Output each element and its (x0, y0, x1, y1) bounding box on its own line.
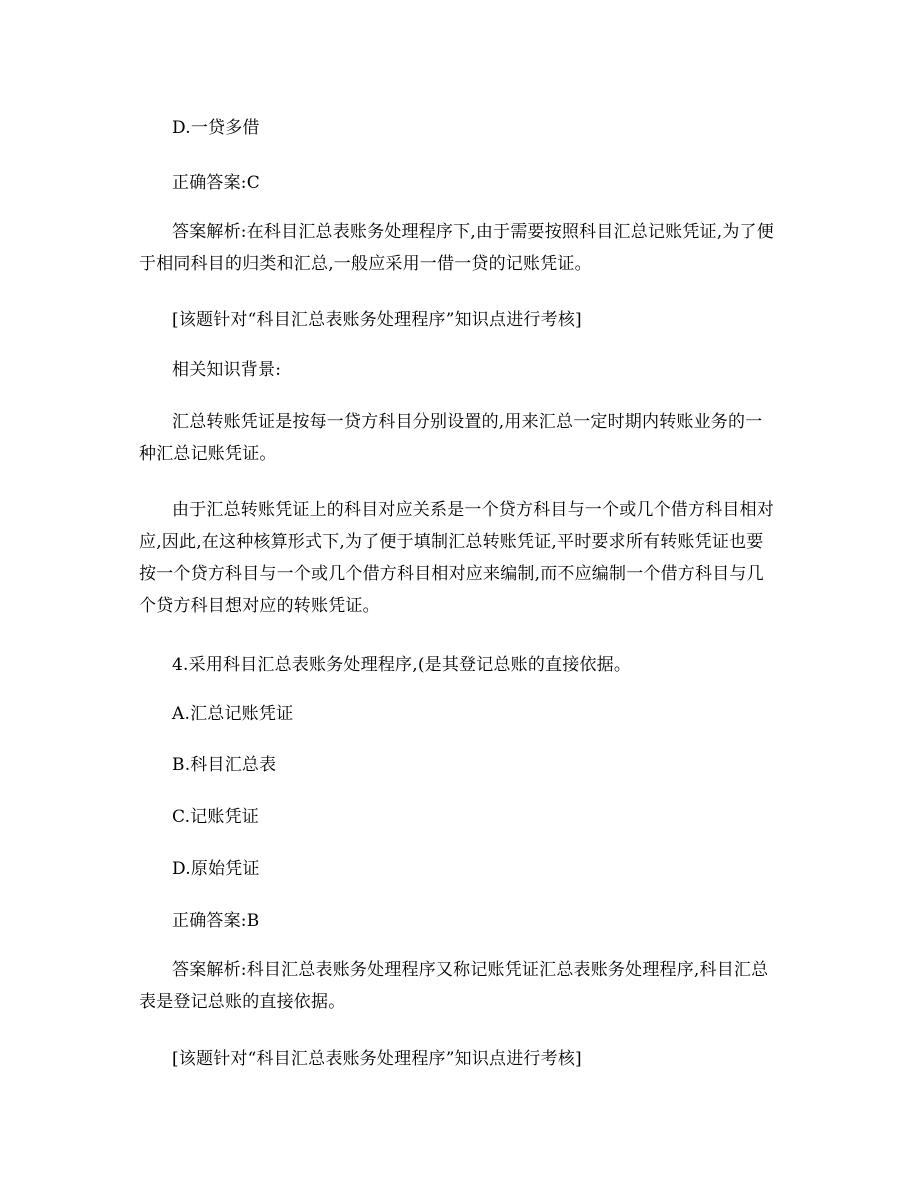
answer-explanation-text-2: 答案解析:科目汇总表账务处理程序又称记账凭证汇总表账务处理程序,科目汇总表是登记总账的直接依据。 (139, 960, 769, 1012)
option-b-text: B.科目汇总表 (172, 755, 277, 775)
question-4-text: 4.采用科目汇总表账务处理程序,(是其登记总账的直接依据。 (172, 655, 632, 675)
background-paragraph-1: 汇总转账凭证是按每一贷方科目分别设置的,用来汇总一定时期内转账业务的一种汇总记账凭证。 (139, 412, 763, 464)
topic-note-text: [该题针对“科目汇总表账务处理程序”知识点进行考核] (172, 310, 582, 330)
correct-answer-text-2: 正确答案:B (172, 911, 260, 931)
option-a-text: A.汇总记账凭证 (172, 704, 294, 724)
answer-explanation-text: 答案解析:在科目汇总表账务处理程序下,由于需要按照科目汇总记账凭证,为了便于相同科目的归类和汇总,一般应采用一借一贷的记账凭证。 (139, 222, 774, 274)
option-d-text: D.一贷多借 (172, 118, 260, 138)
background-heading: 相关知识背景: (172, 360, 282, 380)
option-d-text-2: D.原始凭证 (172, 859, 260, 879)
option-c-text: C.记账凭证 (172, 807, 260, 827)
topic-note-text-2: [该题针对“科目汇总表账务处理程序”知识点进行考核] (172, 1049, 582, 1069)
correct-answer-text: 正确答案:C (172, 173, 260, 193)
background-paragraph-2: 由于汇总转账凭证上的科目对应关系是一个贷方科目与一个或几个借方科目相对应,因此,在这种核算形式下,为了便于填制汇总转账凭证,平时要求所有转账凭证也要按一个贷方科目与一个或几个借方科目相对应来编制,而不应编制一个借方科目与几个贷方科目想对应的转账凭证。 (139, 500, 774, 616)
